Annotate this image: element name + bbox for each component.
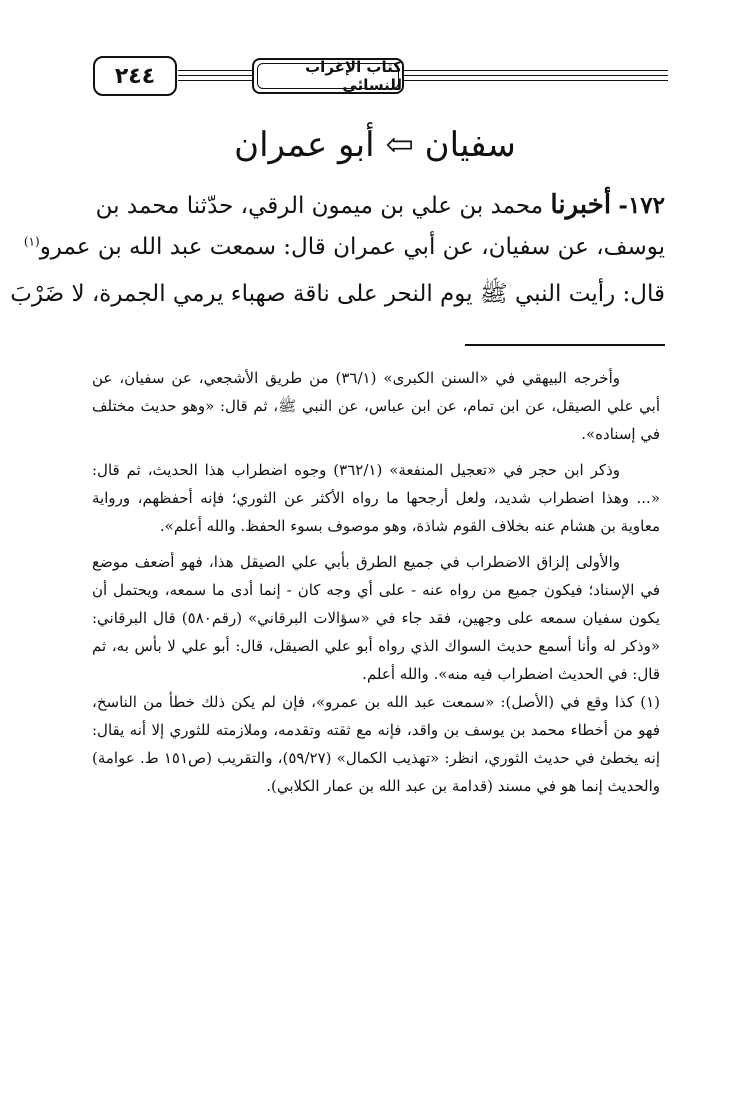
- header-rule: [178, 75, 252, 76]
- hadith-line-1-text: محمد بن علي بن ميمون الرقي، حدّثنا محمد بن: [95, 193, 544, 219]
- footnote-1: (١) كذا وقع في (الأصل): «سمعت عبد الله بن عمرو»، فإن لم يكن ذلك خطأ من الناسخ، فهو من أخطاء محمد بن يوسف بن واقد، فإنه مع ثقته وتقدمه، وملازمته للثوري إلا أنه يقال: إنه يخطئ في حديث الثوري، انظر: «تهذيب الكمال» (٥٩/٢٧)، والتقريب (ص١٥١ ط. عوامة) والحديث إنما هو في مسند (قدامة بن عبد الله بن عمار الكلابي).: [92, 693, 660, 795]
- book-title-box: [252, 58, 404, 94]
- hadith-number: ١٧٢-: [618, 192, 665, 219]
- page-number: ٢٤٤: [114, 63, 156, 89]
- hadith-line-3-text: قال: رأيت النبي ﷺ يوم النحر على ناقة صهباء يرمي الجمرة، لا ضَرْبَ: [10, 281, 665, 307]
- footnote-marker: (١): [23, 234, 40, 249]
- hadith-line-2: [24, 234, 665, 260]
- chapter-heading: سفيان ⇦ أبو عمران: [234, 125, 516, 165]
- hadith-line-2-text: يوسف، عن سفيان، عن أبي عمران قال: سمعت عبد الله بن عمرو: [39, 234, 665, 260]
- footnote-paragraph-1: وأخرجه البيهقي في «السنن الكبرى» (٣٦/١) من طريق الأشجعي، عن سفيان، عن أبي علي الصيقل، عن ابن تمام، عن ابن عباس، عن النبي ﷺ، ثم قال: «وهو حديث مختلف في إسناده».: [92, 369, 660, 443]
- footnote-paragraph-3: والأولى إلزاق الاضطراب في جميع الطرق بأبي علي الصيقل هذا، فهو أضعف موضع في الإسناد؛ فيكون جميع من رواه عنه - على أي وجه كان - إنما أدى ما سمعه، ويحتمل أن يكون سفيان سمعه على وجهين، فقد جاء في «سؤالات البرقاني» (رقم٥٨٠) قال البرقاني: «وذكر له وأنا أسمع حديث السواك الذي رواه أبو علي الصيقل، قال: أبو علي لا بأس به، ثم قال: في الحديث اضطراب فيه منه». والله أعلم.: [92, 553, 661, 683]
- hadith-line-1: [96, 190, 665, 220]
- footnote-separator: [465, 344, 665, 346]
- running-header: [88, 56, 668, 96]
- book-title: كتاب الإغراب للنسائي: [305, 58, 402, 94]
- footnotes: [92, 364, 660, 800]
- footnote-paragraph-2: وذكر ابن حجر في «تعجيل المنفعة» (٣٦٢/١) وجوه اضطراب هذا الحديث، ثم قال: «... وهذا اضطراب شديد، ولعل أرجحها ما رواه الأكثر عن الثوري؛ فإنه أحفظهم، ورواية معاوية بن هشام عنه بخلاف القوم شاذة، وهو موصوف بسوء الحفظ. والله أعلم».: [92, 461, 660, 535]
- header-rule: [178, 80, 252, 81]
- page-number-box: [93, 56, 177, 96]
- header-rule: [178, 70, 252, 71]
- hadith-opening-word: أخبرنا: [550, 190, 612, 220]
- hadith-line-3: [10, 279, 665, 313]
